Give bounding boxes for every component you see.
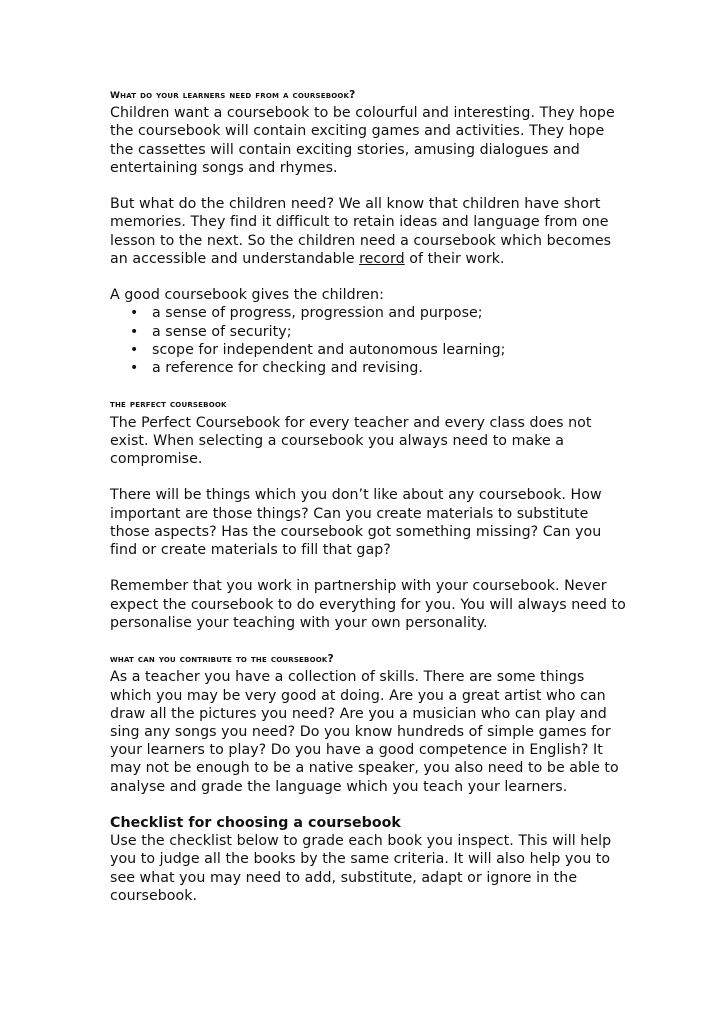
document-page [110, 86, 630, 923]
list-item-text: scope for independent and autonomous learning; [152, 341, 506, 358]
heading-contribute: what can you contribute to the coursebook? [110, 653, 334, 666]
heading-learners-needs: what do your learners need from a coursebook? [110, 87, 356, 102]
list-item-text: a reference for checking and revising. [152, 360, 423, 377]
bullet-icon: • [130, 360, 139, 377]
list-item [110, 304, 630, 322]
paragraph: There will be things which you don’t like about any coursebook. How important are those things? Can you create materials to substitute those aspects? Has the coursebook got something missing? Can you find or create materials to fill that gap? [110, 487, 602, 559]
paragraph-text: But what do the children need? We all know that children have short memories. They find it difficult to retain ideas and language from one lesson to the next. So the children need a coursebook which becomes an accessible and understandable [110, 196, 612, 267]
paragraph: Children want a coursebook to be colourful and interesting. They hope the coursebook will contain exciting games and activities. They hope the cassettes will contain exciting stories, amusing dialogues and entertaining songs and rhymes. [110, 105, 615, 176]
paragraph: As a teacher you have a collection of skills. There are some things which you may be very good at doing. Are you a great artist who can draw all the pictures you need? Are you a musician who can play and sing any songs you need? Do you know hundreds of simple games for your learners to play? Do you have a good competence in English? It may not be enough to be a native speaker, you also need to be able to analyse and grade the language which you teach your learners. [110, 669, 619, 795]
paragraph: Remember that you work in partnership with your coursebook. Never expect the coursebook to do everything for you. You will always need to personalise your teaching with your own personality. [110, 578, 626, 631]
paragraph [110, 195, 630, 268]
list-item [110, 359, 630, 377]
paragraph: Use the checklist below to grade each book you inspect. This will help you to judge all the books by the same criteria. It will also help you to see what you may need to add, substitute, adapt or ignore in the coursebook. [110, 833, 612, 904]
section-contribute [110, 650, 630, 796]
list-item [110, 323, 630, 341]
bullet-icon: • [130, 305, 139, 322]
record-link[interactable]: record [359, 250, 405, 267]
section-checklist [110, 814, 630, 905]
list-item-text: a sense of security; [152, 323, 292, 340]
heading-perfect-coursebook: the perfect coursebook [110, 398, 227, 411]
paragraph: The Perfect Coursebook for every teacher and every class does not exist. When selecting a coursebook you always need to make a compromise. [110, 414, 592, 468]
heading-checklist: Checklist for choosing a coursebook [110, 815, 401, 832]
heading-learners-needs-text: hat do your learners need from a coursebook? [120, 89, 356, 101]
section-learners-needs [110, 86, 630, 377]
paragraph-text: of their work. [404, 250, 505, 267]
list-item [110, 341, 630, 359]
bullet-icon: • [130, 323, 139, 340]
bullet-list [110, 304, 630, 377]
section-perfect-coursebook [110, 395, 630, 632]
bullet-icon: • [130, 341, 139, 358]
list-item-text: a sense of progress, progression and purpose; [152, 305, 483, 322]
list-intro: A good coursebook gives the children: [110, 287, 384, 304]
